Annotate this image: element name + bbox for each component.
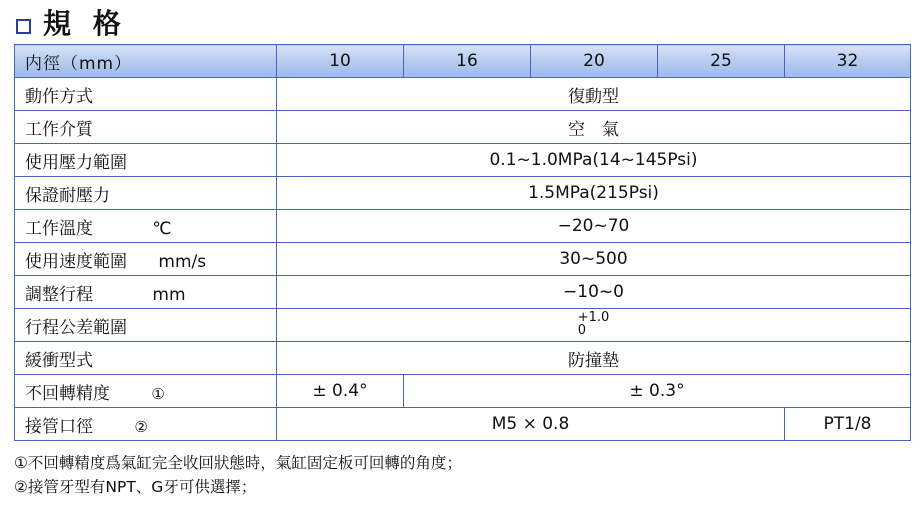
tolerance-upper: +1.0	[577, 309, 610, 325]
tolerance-value	[578, 311, 610, 338]
row-label-pressure-range: 使用壓力範圍	[15, 144, 277, 177]
specifications-table	[14, 44, 911, 441]
row-label-speed-range: 使用速度範圍 mm/s	[15, 243, 277, 276]
table-row	[15, 144, 911, 177]
row-value-action-type: 復動型	[277, 78, 911, 111]
table-row	[15, 111, 911, 144]
row-label-proof-pressure: 保證耐壓力	[15, 177, 277, 210]
row-note-port-size: ②	[134, 417, 148, 436]
table-row	[15, 276, 911, 309]
header-size-32: 32	[785, 45, 911, 78]
header-size-16: 16	[404, 45, 531, 78]
table-header	[15, 45, 911, 78]
row-value-temperature: −20~70	[277, 210, 911, 243]
row-value-stroke-tolerance	[277, 309, 911, 342]
table-row	[15, 210, 911, 243]
row-value-cushion-type: 防撞墊	[277, 342, 911, 375]
tolerance-lower: 0	[577, 323, 586, 339]
table-row	[15, 342, 911, 375]
header-bore-label: 内徑（mm）	[15, 45, 277, 78]
header-size-10: 10	[277, 45, 404, 78]
row-value-medium: 空 氣	[277, 111, 911, 144]
footnote-1: ①不回轉精度爲氣缸完全收回狀態時，氣缸固定板可回轉的角度；	[14, 454, 462, 472]
table-row	[15, 375, 911, 408]
footnotes	[0, 441, 924, 499]
row-label-action-type: 動作方式	[15, 78, 277, 111]
row-unit-speed-range: mm/s	[158, 251, 207, 272]
row-label-stroke-tolerance: 行程公差範圍	[15, 309, 277, 342]
row-note-non-rotating-accuracy: ①	[151, 384, 165, 403]
row-value-pressure-range: 0.1~1.0MPa(14~145Psi)	[277, 144, 911, 177]
row-label-port-size: 接管口徑 ②	[15, 408, 277, 441]
row-label-cushion-type: 緩衝型式	[15, 342, 277, 375]
square-bullet-icon	[16, 19, 31, 34]
page-title-label: 規 格	[43, 7, 127, 40]
table-row	[15, 408, 911, 441]
table-row	[15, 78, 911, 111]
header-size-25: 25	[658, 45, 785, 78]
row-label-medium: 工作介質	[15, 111, 277, 144]
header-size-20: 20	[531, 45, 658, 78]
table-row	[15, 243, 911, 276]
row-label-adjust-stroke: 調整行程 mm	[15, 276, 277, 309]
row-value-port-size-main: M5 × 0.8	[277, 408, 785, 441]
row-value-proof-pressure: 1.5MPa(215Psi)	[277, 177, 911, 210]
row-value-speed-range: 30~500	[277, 243, 911, 276]
row-label-non-rotating-accuracy: 不回轉精度 ①	[15, 375, 277, 408]
row-value-port-size-32: PT1/8	[785, 408, 911, 441]
row-unit-temperature: ℃	[152, 218, 172, 239]
footnote-2: ②接管牙型有NPT、G牙可供選擇；	[14, 478, 257, 497]
table-body	[15, 78, 911, 441]
row-value-non-rotating-accuracy-10: ± 0.4°	[277, 375, 404, 408]
page-title	[0, 0, 924, 44]
row-unit-adjust-stroke: mm	[152, 284, 186, 305]
table-row	[15, 309, 911, 342]
table-header-row	[15, 45, 911, 78]
row-value-adjust-stroke: −10~0	[277, 276, 911, 309]
table-row	[15, 177, 911, 210]
row-value-non-rotating-accuracy-rest: ± 0.3°	[404, 375, 911, 408]
row-label-temperature: 工作溫度 ℃	[15, 210, 277, 243]
